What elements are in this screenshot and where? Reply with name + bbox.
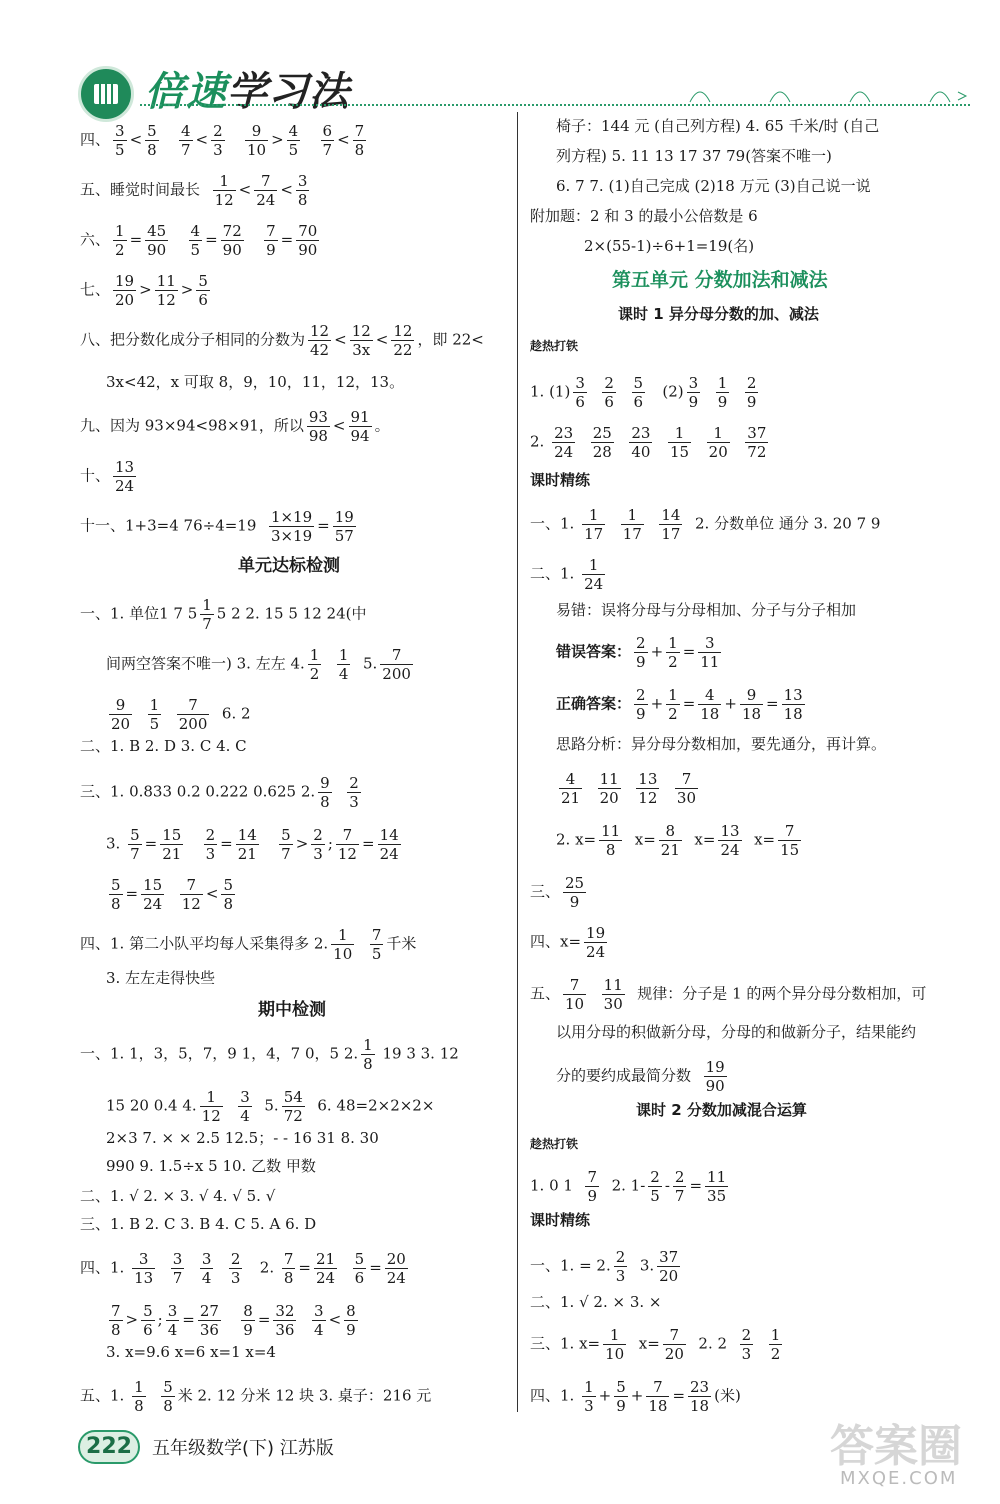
analysis-line: 思路分析：异分母分数相加，要先通分，再计算。 [556,735,887,753]
book-title: 五年级数学(下) 江苏版 [152,1438,334,1459]
lesson2-line-1: 一、1. = 2. $\frac{2}{3}$ 3. $\frac{37}{20}$ [530,1248,679,1285]
watermark: 答案圈 [830,1421,962,1472]
midterm-line-4c: 3. x=9.6 x=6 x=1 x=4 [106,1343,276,1361]
warmup-line-1: 1. (1) $\frac{3}{6}$ $\frac{2}{6}$ $\frac{5}{6}$ (2) $\frac{3}{9}$ $\frac{1}{9}$ $\frac{2}{9}$ [530,374,757,411]
brand-title: 倍速学习法 [145,69,350,115]
practice-line-3: 三、 $\frac{25}{9}$ [530,874,585,911]
midterm-line-1d: 990 9. 1.5÷x 5 10. 乙数 甲数 [106,1157,316,1175]
practice-fractions-row: $\frac{4}{21}$ $\frac{11}{20}$ $\frac{13}{12}$ $\frac{7}{30}$ [561,770,697,807]
answer-line-9: 九、因为 93×94<98×91，所以 $\frac{93}{98}$ < $\frac{91}{94}$ 。 [80,408,390,445]
warmup-label: 趁热打铁 [530,339,579,353]
book-icon [90,78,122,110]
bonus-line: 附加题：2 和 3 的最小公倍数是 6 [530,207,758,225]
watermark-url: MXQE.COM [840,1468,958,1489]
answer-line-5: 五、睡觉时间最长 $\frac{1}{12}$ < $\frac{7}{24}$ < $\frac{3}{8}$ [80,172,308,209]
unit-test-line-4b: 3. 左左走得快些 [106,969,216,987]
unit-test-line-1b: 间两空答案不唯一) 3. 左左 4. $\frac{1}{2}$ $\frac{1}{4}$ 5. $\frac{7}{200}$ [106,646,411,683]
lesson2-heading: 课时 2 分数加减混合运算 [636,1101,807,1119]
practice-line-2: 二、1. $\frac{1}{24}$ [530,556,604,593]
common-error-note: 易错：误将分母与分母相加、分子与分子相加 [556,601,857,619]
midterm-line-2: 二、1. √ 2. × 3. √ 4. √ 5. √ [80,1187,276,1205]
section-heading-unit-test: 单元达标检测 [238,556,340,576]
correct-answer-line: 正确答案： $\frac{2}{9}$ + $\frac{1}{2}$ = $\frac{4}{18}$ + $\frac{9}{18}$ = $\frac{13}{18}$ [556,686,803,723]
practice-line-4: 四、x= $\frac{19}{24}$ [530,924,606,961]
answer-line-6: 六、 $\frac{1}{2}$ = $\frac{45}{90}$ $\frac{4}{5}$ = $\frac{72}{90}$ $\frac{7}{9}$ = $\frac{70}{90}$ [80,222,318,259]
practice-line-5: 五、 $\frac{7}{10}$ $\frac{11}{30}$ 规律：分子是 1 的两个异分母分数相加，可 [530,976,927,1013]
unit-test-line-2: 二、1. B 2. D 3. C 4. C [80,737,247,755]
midterm-line-1: 一、1. 1，3，5，7，9 1，4，7 0，5 2. $\frac{1}{8}$ 19 3 3. 12 [80,1036,459,1073]
unit-test-line-1: 一、1. 单位1 7 5 $\frac{1}{7}$ 5 2 2. 15 5 12 24(中 [80,596,367,633]
unit-test-line-4: 四、1. 第二小队平均每人采集得多 2. $\frac{1}{10}$ $\frac{7}{5}$ 千米 [80,926,417,963]
lesson2-line-2: 二、1. √ 2. × 3. × [530,1293,662,1311]
practice-line-5b: 以用分母的积做新分母，分母的和做新分子，结果能约 [556,1023,917,1041]
swirl-decoration-icon [680,80,970,110]
lesson2-line-4: 四、1. $\frac{1}{3}$ + $\frac{5}{9}$ + $\frac{7}{18}$ = $\frac{23}{18}$ (米) [530,1378,741,1415]
practice-label-2: 课时精练 [530,1211,591,1229]
practice-label: 课时精练 [530,471,591,489]
page-number: 222 [78,1430,140,1464]
answer-line-4: 四、 $\frac{3}{5}$ < $\frac{5}{8}$ $\frac{4}{7}$ < $\frac{2}{3}$ $\frac{9}{10}$ > $\frac{4}{5}$ $\frac{6}{7}$ < $\frac{7}{8}$ [80,122,365,159]
answer-line-7: 七、 $\frac{19}{20}$ > $\frac{11}{12}$ > $\frac{5}{6}$ [80,272,208,309]
midterm-line-4: 四、1. $\frac{3}{13}$ $\frac{3}{7}$ $\frac{3}{4}$ $\frac{2}{3}$ 2. $\frac{7}{8}$ = $\frac{21}{24}$ $\frac{5}{6}$ = $\frac{20}{24}$ [80,1250,406,1287]
answer-line-11: 十一、1+3=4 76÷4=19 $\frac{1\times 19}{3\times 19}$ = $\frac{19}{57}$ [80,508,354,545]
bonus-formula: 2×(55-1)÷6+1=19(名) [584,237,755,255]
midterm-line-1b: 15 20 0.4 4. $\frac{1}{12}$ $\frac{3}{4}$ 5. $\frac{54}{72}$ 6. 48=2×2×2× [106,1088,435,1125]
midterm-line-5: 五、1. $\frac{1}{8}$ $\frac{5}{8}$ 米 2. 12 分米 12 块 3. 桌子：216 元 [80,1378,432,1415]
answer-line-10: 十、 $\frac{13}{24}$ [80,458,135,495]
warmup-label-2: 趁热打铁 [530,1137,579,1151]
midterm-line-3: 三、1. B 2. C 3. B 4. C 5. A 6. D [80,1215,317,1233]
unit-test-line-1c: $\frac{9}{20}$ $\frac{1}{5}$ $\frac{7}{200}$ 6. 2 [111,696,251,733]
practice-line-1: 一、1. $\frac{1}{17}$ $\frac{1}{17}$ $\frac{14}{17}$ 2. 分数单位 通分 3. 20 7 9 [530,506,881,543]
brand-logo [78,66,134,122]
unit-test-line-3c: $\frac{5}{8}$ = $\frac{15}{24}$ $\frac{7}{12}$ < $\frac{5}{8}$ [111,876,233,913]
unit-test-line-3: 三、1. 0.833 0.2 0.222 0.625 2. $\frac{9}{8}$ $\frac{2}{3}$ [80,774,359,811]
lesson2-line-3: 三、1. x= $\frac{1}{10}$ x= $\frac{7}{20}$ 2. 2 $\frac{2}{3}$ $\frac{1}{2}$ [530,1326,781,1363]
lesson2-warmup-line: 1. 0 1 $\frac{7}{9}$ 2. 1- $\frac{2}{5}$ - $\frac{2}{7}$ = $\frac{11}{35}$ [530,1168,727,1205]
warmup-line-2: 2. $\frac{23}{24}$ $\frac{25}{28}$ $\frac{23}{40}$ $\frac{1}{15}$ $\frac{1}{20}$ $\frac{37}{72}$ [530,424,767,461]
lesson1-heading: 课时 1 异分母分数的加、减法 [618,305,819,323]
answer-line-8: 八、把分数化成分子相同的分数为 $\frac{12}{42}$ < $\frac{12}{3x}$ < $\frac{12}{22}$ ，即 22< [80,322,484,359]
right-line-a: 椅子：144 元 (自己列方程) 4. 65 千米/时 (自己 [556,117,880,135]
wrong-answer-line: 错误答案： $\frac{2}{9}$ + $\frac{1}{2}$ = $\frac{3}{11}$ [556,634,720,671]
column-divider [517,112,518,1412]
practice-line-5c: 分的要约成最简分数 $\frac{19}{90}$ [556,1058,725,1095]
section-heading-midterm: 期中检测 [258,1000,326,1020]
midterm-line-4b: $\frac{7}{8}$ > $\frac{5}{6}$ ; $\frac{3}{4}$ = $\frac{27}{36}$ $\frac{8}{9}$ = $\frac{32}{36}$ $\frac{3}{4}$ < $\frac{8}{9}$ [111,1302,356,1339]
unit-test-line-3b: 3. $\frac{5}{7}$ = $\frac{15}{21}$ $\frac{2}{3}$ = $\frac{14}{21}$ $\frac{5}{7}$ > $\frac{2}{3}$ ; $\frac{7}{12}$ = $\frac{14}{24}$ [106,826,399,863]
right-line-c: 6. 7 7. (1)自己完成 (2)18 万元 (3)自己说一说 [556,177,871,195]
midterm-line-1c: 2×3 7. × × 2.5 12.5；- - 16 31 8. 30 [106,1129,379,1147]
unit5-heading: 第五单元 分数加法和减法 [612,269,828,291]
practice-line-2b: 2. x= $\frac{11}{8}$ x= $\frac{8}{21}$ x= $\frac{13}{24}$ x= $\frac{7}{15}$ [556,822,800,859]
right-line-b: 列方程) 5. 11 13 17 37 79(答案不唯一) [556,147,832,165]
answer-line-8b: 3x<42，x 可取 8，9，10，11，12，13。 [106,373,405,391]
